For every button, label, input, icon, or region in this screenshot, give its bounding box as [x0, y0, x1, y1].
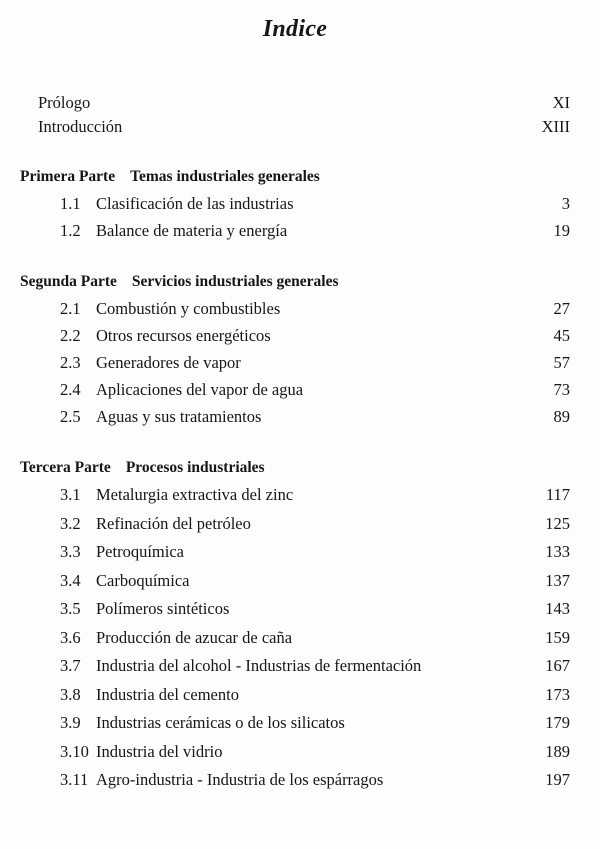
- entry-number: 2.2: [60, 326, 81, 345]
- section-subtitle: Temas industriales generales: [130, 168, 320, 185]
- entry-number: 3.1: [60, 485, 81, 504]
- entry-title: Aplicaciones del vapor de agua: [96, 380, 304, 399]
- toc-entry: [38, 115, 570, 139]
- entry-title: Petroquímica: [96, 542, 184, 561]
- section-part-label: Tercera Parte: [20, 459, 111, 476]
- section-primera-parte: [20, 164, 570, 244]
- entry-title: Polímeros sintéticos: [96, 599, 230, 618]
- toc-entry: [20, 190, 570, 217]
- entry-number: 2.5: [60, 407, 81, 426]
- entry-page-number: 197: [545, 770, 570, 789]
- entry-title: Agro-industria - Industria de los espárragos: [96, 770, 384, 789]
- entry-page-number: 159: [545, 627, 570, 647]
- entry-number: 3.5: [60, 599, 81, 618]
- entry-number: 1.1: [60, 194, 81, 213]
- toc-entry: [38, 91, 570, 115]
- section-heading: [20, 455, 570, 481]
- entry-number: 3.8: [60, 684, 81, 704]
- entry-page-number: 173: [545, 684, 570, 704]
- section-subtitle: Procesos industriales: [125, 459, 265, 476]
- front-matter: [38, 91, 570, 139]
- entry-number: 3.3: [60, 542, 81, 561]
- entry-title: Producción de azucar de caña: [96, 627, 293, 647]
- entry-title: Industrias cerámicas o de los silicatos: [96, 713, 345, 732]
- toc-entry: [20, 403, 570, 430]
- section-part-label: Primera Parte: [20, 168, 116, 185]
- toc-entry: [20, 624, 570, 653]
- toc-entry: [20, 766, 570, 795]
- entry-title: Clasificación de las industrias: [96, 194, 294, 213]
- entry-number: 2.3: [60, 353, 81, 372]
- entry-page-number: 73: [553, 380, 570, 399]
- entry-title: Metalurgia extractiva del zinc: [96, 485, 294, 504]
- entry-page-number: 117: [545, 485, 570, 504]
- toc-entry: [20, 481, 570, 510]
- entry-number: 3.11: [60, 770, 89, 789]
- toc-entry: [20, 510, 570, 539]
- toc-entry: [20, 376, 570, 403]
- section-segunda-parte: [20, 269, 570, 430]
- entry-number: 3.10: [60, 741, 89, 761]
- toc-entry: [20, 652, 570, 681]
- entry-title: Combustión y combustibles: [96, 299, 281, 318]
- section-subtitle: Servicios industriales generales: [131, 273, 339, 290]
- toc-entry: [20, 681, 570, 710]
- entry-page-number: 143: [545, 599, 570, 618]
- entry-title: Industria del vidrio: [96, 741, 223, 761]
- entry-page-number: 19: [553, 221, 570, 240]
- entry-page-number: 125: [545, 513, 570, 533]
- section-heading: [20, 269, 570, 295]
- entry-page-number: 167: [545, 656, 570, 675]
- toc-entry: [20, 322, 570, 349]
- entry-number: 2.1: [60, 299, 81, 318]
- toc-entry: [20, 595, 570, 624]
- toc-entry: [20, 538, 570, 567]
- entry-page-number: 137: [545, 570, 570, 590]
- entry-title: Generadores de vapor: [96, 353, 241, 372]
- entry-page-number: 27: [553, 299, 570, 318]
- entry-page-number: 45: [553, 326, 570, 345]
- entry-title: Industria del alcohol - Industrias de fermentación: [96, 656, 422, 675]
- entry-page-number: 57: [553, 353, 570, 372]
- entry-page-number: XIII: [541, 117, 570, 136]
- entry-title: Introducción: [38, 117, 123, 136]
- section-part-label: Segunda Parte: [20, 273, 117, 290]
- entry-title: Refinación del petróleo: [96, 513, 251, 533]
- section-tercera-parte: [20, 455, 570, 795]
- toc-entry: [20, 738, 570, 767]
- toc-entry: [20, 217, 570, 244]
- entry-title: Aguas y sus tratamientos: [96, 407, 262, 426]
- entry-number: 3.6: [60, 627, 81, 647]
- entry-page-number: 189: [545, 741, 570, 761]
- toc-entry: [20, 295, 570, 322]
- entry-number: 3.2: [60, 513, 81, 533]
- entry-number: 1.2: [60, 221, 81, 240]
- entry-number: 2.4: [60, 380, 81, 399]
- toc-entry: [20, 709, 570, 738]
- entry-page-number: 179: [545, 713, 570, 732]
- entry-page-number: 133: [545, 542, 570, 561]
- entry-page-number: XI: [552, 93, 570, 112]
- entry-page-number: 3: [561, 194, 570, 213]
- section-heading: [20, 164, 570, 190]
- entry-number: 3.4: [60, 570, 81, 590]
- toc-entry: [20, 567, 570, 596]
- entry-number: 3.9: [60, 713, 81, 732]
- page-title: Indice: [262, 16, 328, 42]
- toc-entry: [20, 349, 570, 376]
- entry-title: Balance de materia y energía: [96, 221, 288, 240]
- entry-title: Carboquímica: [96, 570, 190, 590]
- entry-number: 3.7: [60, 656, 81, 675]
- entry-title: Otros recursos energéticos: [96, 326, 271, 345]
- entry-title: Industria del cemento: [96, 684, 239, 704]
- entry-page-number: 89: [553, 407, 570, 426]
- entry-title: Prólogo: [38, 93, 91, 112]
